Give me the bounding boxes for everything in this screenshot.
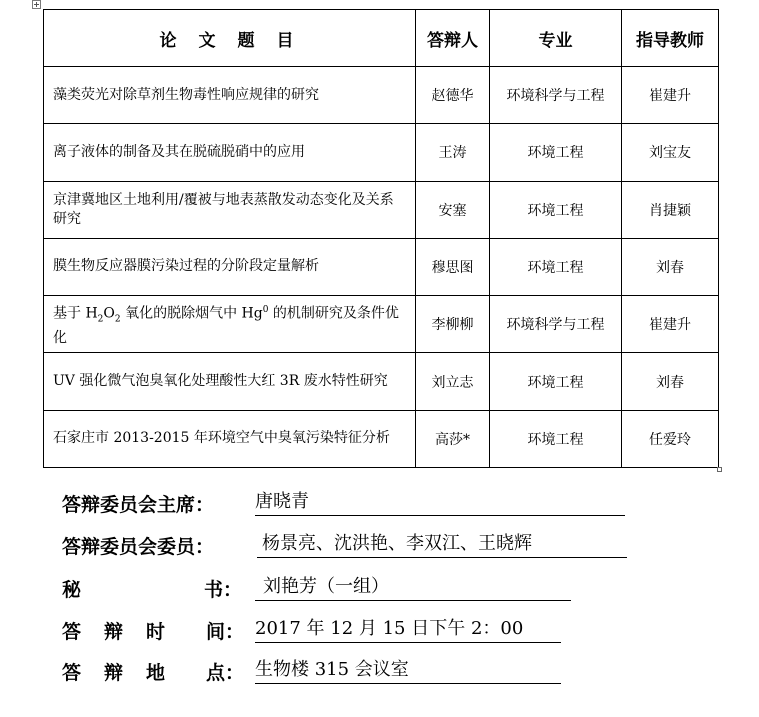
header-major: 专业	[490, 10, 622, 67]
table-move-handle-icon[interactable]	[32, 0, 41, 9]
table-row	[44, 181, 719, 238]
table-row	[44, 67, 719, 124]
advisor-cell: 崔建升	[622, 67, 719, 124]
table-header-row	[44, 10, 719, 67]
committee-members-value: 杨景亮、沈洪艳、李双江、王晓辉	[257, 532, 627, 558]
table-row	[44, 296, 719, 353]
table-row	[44, 124, 719, 181]
table-row	[44, 238, 719, 295]
committee-members-line	[62, 532, 532, 559]
major-cell: 环境科学与工程	[490, 67, 622, 124]
major-cell: 环境工程	[490, 410, 622, 467]
thesis-title-cell: 离子液体的制备及其在脱硫脱硝中的应用	[44, 124, 416, 181]
major-cell: 环境工程	[490, 124, 622, 181]
thesis-title-cell: 膜生物反应器膜污染过程的分阶段定量解析	[44, 238, 416, 295]
table-row	[44, 410, 719, 467]
secretary-label-last: 书：	[204, 579, 243, 601]
defender-cell: 安塞	[416, 181, 490, 238]
defender-cell: 赵德华	[416, 67, 490, 124]
defense-place-label-last: 点：	[206, 662, 245, 684]
major-cell: 环境工程	[490, 238, 622, 295]
thesis-title-cell: 京津冀地区土地利用/覆被与地表蒸散发动态变化及关系研究	[44, 181, 416, 238]
defense-time-value: 2017 年 12 月 15 日下午 2：00	[255, 617, 561, 643]
thesis-title-cell: 基于 $H_2O_2$ 氧化的脱除烟气中 Hg$^0$ 的机制研究及条件优化	[44, 296, 416, 353]
defense-place-line	[62, 658, 409, 685]
secretary-line	[62, 575, 389, 602]
defender-cell: 李柳柳	[416, 296, 490, 353]
defender-cell: 穆思图	[416, 238, 490, 295]
table-row	[44, 353, 719, 410]
defender-cell: 高莎*	[416, 410, 490, 467]
defense-time-label: 答辩时	[62, 621, 189, 643]
table-resize-handle[interactable]	[717, 467, 722, 472]
major-cell: 环境科学与工程	[490, 296, 622, 353]
thesis-table	[43, 9, 719, 468]
secretary-label-first: 秘	[62, 579, 82, 601]
committee-chair-value: 唐晓青	[255, 490, 625, 516]
advisor-cell: 肖捷颖	[622, 181, 719, 238]
thesis-title-cell: 石家庄市 2013-2015 年环境空气中臭氧污染特征分析	[44, 410, 416, 467]
advisor-cell: 崔建升	[622, 296, 719, 353]
defender-cell: 王涛	[416, 124, 490, 181]
advisor-cell: 刘春	[622, 238, 719, 295]
thesis-title-cell: 藻类荧光对除草剂生物毒性响应规律的研究	[44, 67, 416, 124]
advisor-cell: 任爱玲	[622, 410, 719, 467]
defense-place-label: 答辩地	[62, 662, 189, 684]
defender-cell: 刘立志	[416, 353, 490, 410]
header-defender: 答辩人	[416, 10, 490, 67]
committee-chair-label: 答辩委员会主席：	[62, 494, 215, 516]
thesis-title-cell: UV 强化微气泡臭氧化处理酸性大红 3R 废水特性研究	[44, 353, 416, 410]
secretary-value: 刘艳芳（一组）	[255, 575, 571, 601]
advisor-cell: 刘宝友	[622, 124, 719, 181]
defense-time-line	[62, 617, 524, 644]
committee-chair-line	[62, 490, 309, 517]
header-thesis-title: 论文题目	[44, 10, 416, 67]
advisor-cell: 刘春	[622, 353, 719, 410]
committee-members-label: 答辩委员会委员：	[62, 536, 215, 558]
major-cell: 环境工程	[490, 181, 622, 238]
defense-time-label-last: 间：	[206, 621, 245, 643]
header-advisor: 指导教师	[622, 10, 719, 67]
defense-place-value: 生物楼 315 会议室	[255, 658, 561, 684]
major-cell: 环境工程	[490, 353, 622, 410]
